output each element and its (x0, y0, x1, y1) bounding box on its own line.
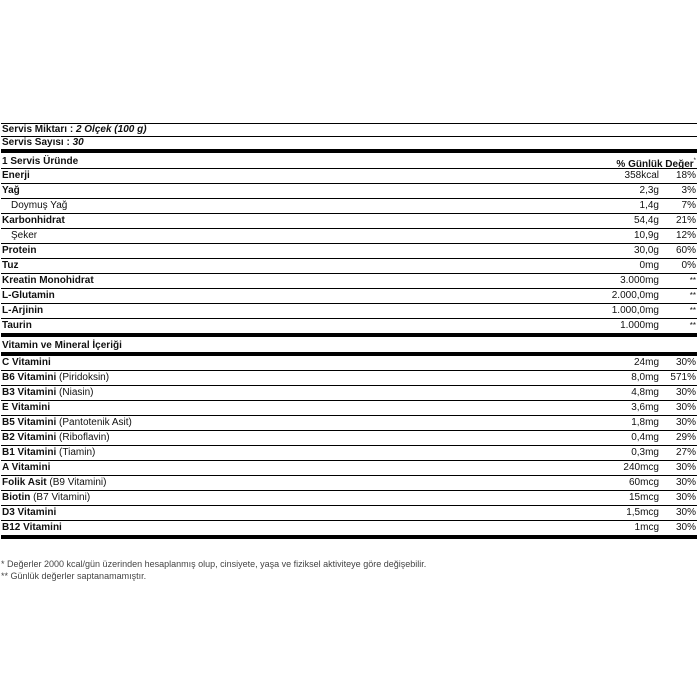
vitamin-name (2, 491, 90, 505)
vitamin-name (2, 356, 51, 370)
vitamin-detail: (B9 Vitamini) (46, 477, 107, 488)
vitamin-daily-value: 29% (675, 432, 696, 443)
nutrient-daily-value: ** (689, 291, 696, 300)
vitamin-name (2, 401, 50, 415)
nutrient-daily-value: ** (689, 276, 696, 285)
vitamin-name-text: B1 Vitamini (2, 447, 57, 458)
vitamin-name-text: Folik Asit (2, 477, 47, 488)
vitamin-name-text: Biotin (2, 492, 31, 503)
vitamin-amount: 1,5mcg (626, 507, 659, 518)
vitamin-daily-value: 30% (675, 462, 696, 473)
nutrition-facts-table (1, 123, 697, 539)
vitamin-amount: 240mcg (623, 462, 659, 473)
nutrient-row (1, 168, 697, 183)
nutrient-name-text: Protein (2, 245, 37, 256)
vitamin-daily-value: 571% (670, 372, 696, 383)
vitamin-detail: (Riboflavin) (56, 432, 110, 443)
nutrient-name-text: Karbonhidrat (2, 215, 65, 226)
vitamin-daily-value: 30% (675, 492, 696, 503)
vitamin-row (1, 505, 697, 520)
nutrient-amount: 3.000mg (620, 275, 659, 286)
vitamin-row (1, 415, 697, 430)
nutrient-daily-value: 3% (681, 185, 696, 196)
vitamin-name (2, 446, 95, 460)
vitamin-daily-value: 30% (675, 357, 696, 368)
nutrient-daily-value: 60% (675, 245, 696, 256)
nutrient-name (2, 304, 43, 318)
vitamin-name (2, 521, 62, 535)
nutrient-name (2, 289, 55, 303)
vitamin-detail: (Pantotenik Asit) (56, 417, 132, 428)
nutrient-name (2, 274, 94, 288)
per-serving-label: 1 Servis Üründe (2, 156, 79, 167)
daily-value-text: % Günlük Değer (616, 159, 694, 170)
nutrient-amount: 0mg (639, 260, 659, 271)
nutrient-row (1, 198, 697, 213)
vitamin-name (2, 416, 132, 430)
nutrient-row (1, 243, 697, 258)
vitamin-header (1, 337, 697, 352)
nutrient-daily-value: ** (689, 321, 696, 330)
serving-count-value: 30 (72, 137, 84, 148)
vitamin-daily-value: 30% (675, 522, 696, 533)
nutrient-name-text: Yağ (2, 185, 20, 196)
vitamin-amount: 15mcg (628, 492, 659, 503)
vitamin-detail: (Tiamin) (56, 447, 96, 458)
nutrient-row (1, 228, 697, 243)
vitamin-daily-value: 30% (675, 417, 696, 428)
nutrient-daily-value: 18% (675, 170, 696, 181)
nutrient-row (1, 183, 697, 198)
vitamin-name (2, 371, 109, 385)
vitamin-amount: 1mcg (634, 522, 659, 533)
nutrient-name-text: Taurin (2, 320, 32, 331)
nutrient-amount: 10,9g (633, 230, 659, 241)
nutrient-row (1, 303, 697, 318)
serving-count-label: Servis Sayısı : (2, 137, 70, 148)
nutrient-name-text: Kreatin Monohidrat (2, 275, 94, 286)
nutrient-name (2, 244, 36, 258)
vitamin-name (2, 431, 110, 445)
vitamin-daily-value: 30% (675, 477, 696, 488)
nutrient-daily-value: 0% (681, 260, 696, 271)
vitamin-daily-value: 30% (675, 402, 696, 413)
nutrient-row (1, 273, 697, 288)
vitamin-name-text: B12 Vitamini (2, 522, 62, 533)
vitamin-name-text: B2 Vitamini (2, 432, 57, 443)
vitamin-daily-value: 27% (675, 447, 696, 458)
vitamin-row (1, 370, 697, 385)
vitamin-name-text: B5 Vitamini (2, 417, 57, 428)
nutrient-name: Şeker (11, 230, 38, 241)
vitamin-daily-value: 30% (675, 507, 696, 518)
per-serving-header (1, 153, 697, 168)
vitamin-name-text: C Vitamini (2, 357, 51, 368)
vitamin-name-text: A Vitamini (2, 462, 51, 473)
vitamin-amount: 0,4mg (631, 432, 659, 443)
vitamin-amount: 8,0mg (631, 372, 659, 383)
nutrient-amount: 2,3g (639, 185, 659, 196)
vitamin-detail: (B7 Vitamini) (30, 492, 91, 503)
vitamin-amount: 1,8mg (631, 417, 659, 428)
nutrient-amount: 1,4g (639, 200, 659, 211)
vitamin-daily-value: 30% (675, 387, 696, 398)
vitamin-name-text: B6 Vitamini (2, 372, 57, 383)
footnote: * Değerler 2000 kcal/gün üzerinden hesaplanmış olup, cinsiyete, yaşa ve fiziksel aktiviteye göre değişebilir. (1, 559, 427, 569)
vitamin-name (2, 386, 94, 400)
vitamin-detail: (Niasin) (56, 387, 94, 398)
vitamin-header-label: Vitamin ve Mineral İçeriği (2, 340, 122, 351)
vitamin-row (1, 400, 697, 415)
nutrient-daily-value: 7% (681, 200, 696, 211)
nutrient-name-text: L-Arjinin (2, 305, 44, 316)
vitamin-name-text: D3 Vitamini (2, 507, 57, 518)
nutrient-name (2, 214, 65, 228)
footnotes (1, 558, 426, 582)
vitamin-amount: 60mcg (628, 477, 659, 488)
nutrient-name-text: Tuz (2, 260, 19, 271)
vitamin-amount: 24mg (633, 357, 659, 368)
nutrient-daily-value: 21% (675, 215, 696, 226)
vitamin-list (1, 356, 697, 535)
nutrient-name (2, 319, 32, 333)
nutrient-amount: 1.000mg (620, 320, 659, 331)
vitamin-amount: 4,8mg (631, 387, 659, 398)
nutrient-list (1, 168, 697, 333)
footnote: ** Günlük değerler saptanamamıştır. (1, 571, 147, 581)
nutrient-name-text: Enerji (2, 170, 30, 181)
vitamin-amount: 0,3mg (631, 447, 659, 458)
nutrient-row (1, 258, 697, 273)
vitamin-amount: 3,6mg (631, 402, 659, 413)
nutrient-amount: 358kcal (624, 170, 659, 181)
serving-size-value: 2 Ölçek (100 g) (75, 124, 147, 135)
nutrient-row (1, 288, 697, 303)
nutrient-name (2, 184, 20, 198)
vitamin-row (1, 445, 697, 460)
vitamin-row (1, 385, 697, 400)
vitamin-row (1, 490, 697, 505)
nutrient-amount: 30,0g (633, 245, 659, 256)
vitamin-name (2, 476, 106, 490)
nutrient-daily-value: 12% (675, 230, 696, 241)
nutrient-row (1, 213, 697, 228)
nutrient-name-text: L-Glutamin (2, 290, 55, 301)
vitamin-row (1, 430, 697, 445)
vitamin-detail: (Piridoksin) (56, 372, 110, 383)
serving-count (1, 137, 697, 149)
vitamin-row (1, 460, 697, 475)
vitamin-row (1, 520, 697, 535)
vitamin-row (1, 475, 697, 490)
vitamin-name-text: B3 Vitamini (2, 387, 57, 398)
nutrient-daily-value: ** (689, 306, 696, 315)
vitamin-row (1, 356, 697, 370)
serving-size-label: Servis Miktarı : (2, 124, 74, 135)
nutrient-name (2, 259, 18, 273)
nutrient-name: Doymuş Yağ (11, 200, 68, 211)
nutrient-name (2, 169, 30, 183)
nutrient-amount: 2.000,0mg (611, 290, 659, 301)
vitamin-name-text: E Vitamini (2, 402, 51, 413)
serving-size (1, 124, 697, 136)
nutrient-row (1, 318, 697, 333)
daily-value-mark: * (693, 158, 696, 164)
nutrient-amount: 1.000,0mg (611, 305, 659, 316)
bottom-thick-rule (1, 535, 697, 539)
vitamin-name (2, 461, 50, 475)
nutrient-amount: 54,4g (633, 215, 659, 226)
vitamin-name (2, 506, 56, 520)
